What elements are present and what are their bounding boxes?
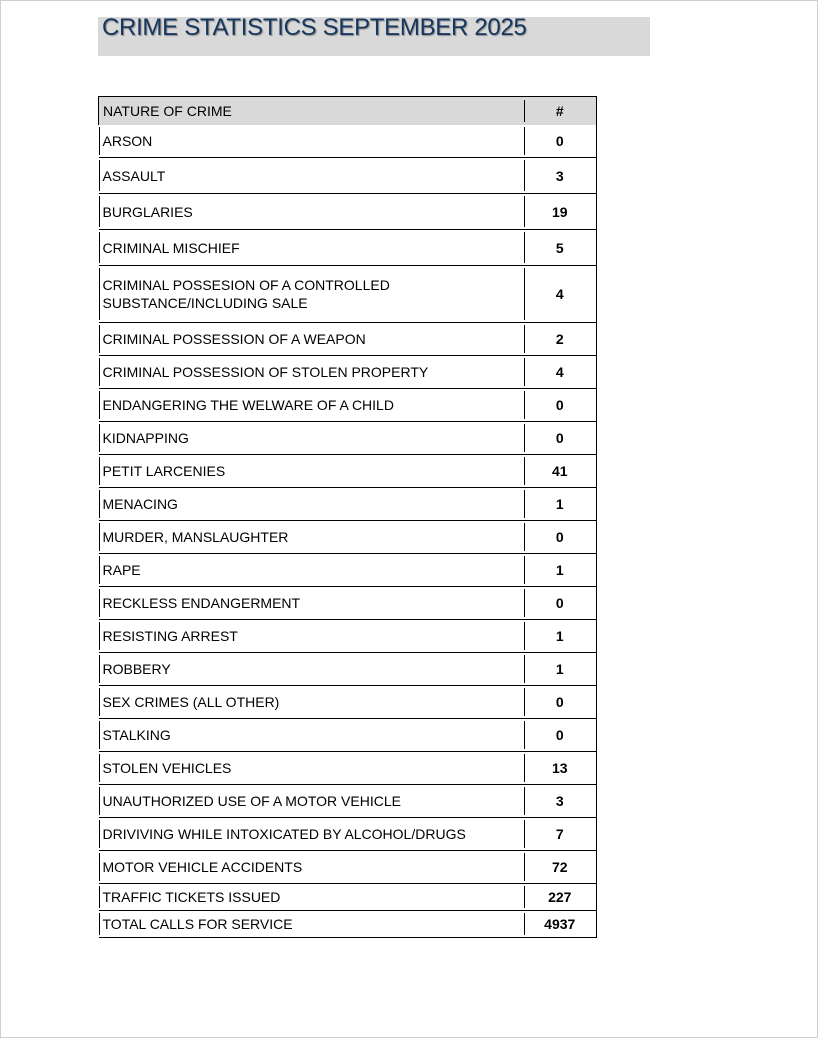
table-row [99, 911, 597, 938]
table-row [99, 587, 597, 620]
crime-count: 4 [524, 266, 597, 323]
crime-count: 3 [524, 158, 597, 194]
crime-name: RAPE [99, 554, 524, 587]
column-header-nature: NATURE OF CRIME [99, 97, 524, 125]
table-row [99, 422, 597, 455]
table-row [99, 719, 597, 752]
table-row [99, 554, 597, 587]
crime-name: MOTOR VEHICLE ACCIDENTS [99, 851, 524, 884]
crime-count: 1 [524, 620, 597, 653]
crime-count: 19 [524, 194, 597, 230]
table-row [99, 521, 597, 554]
crime-name: STOLEN VEHICLES [99, 752, 524, 785]
crime-count: 0 [524, 587, 597, 620]
crime-name: UNAUTHORIZED USE OF A MOTOR VEHICLE [99, 785, 524, 818]
crime-count: 4937 [524, 911, 597, 938]
table-row [99, 194, 597, 230]
crime-name: ROBBERY [99, 653, 524, 686]
crime-name: KIDNAPPING [99, 422, 524, 455]
crime-name: TRAFFIC TICKETS ISSUED [99, 884, 524, 911]
column-header-count: # [524, 97, 597, 125]
crime-count: 41 [524, 455, 597, 488]
crime-count: 0 [524, 719, 597, 752]
crime-name: TOTAL CALLS FOR SERVICE [99, 911, 524, 938]
table-row [99, 389, 597, 422]
title-banner [98, 14, 650, 56]
table-row [99, 323, 597, 356]
crime-name: RECKLESS ENDANGERMENT [99, 587, 524, 620]
crime-count: 1 [524, 488, 597, 521]
crime-count: 72 [524, 851, 597, 884]
crime-name: BURGLARIES [99, 194, 524, 230]
crime-name: SEX CRIMES (ALL OTHER) [99, 686, 524, 719]
crime-count: 4 [524, 356, 597, 389]
table-row [99, 785, 597, 818]
crime-count: 7 [524, 818, 597, 851]
crime-name: CRIMINAL POSSESSION OF A WEAPON [99, 323, 524, 356]
crime-name: PETIT LARCENIES [99, 455, 524, 488]
crime-name: CRIMINAL POSSESION OF A CONTROLLED SUBSTANCE/INCLUDING SALE [99, 266, 524, 323]
table-row [99, 125, 597, 158]
table-row [99, 752, 597, 785]
crime-count: 1 [524, 653, 597, 686]
crime-name: CRIMINAL POSSESSION OF STOLEN PROPERTY [99, 356, 524, 389]
crime-count: 13 [524, 752, 597, 785]
table-row [99, 356, 597, 389]
crime-name: ASSAULT [99, 158, 524, 194]
crime-name: MURDER, MANSLAUGHTER [99, 521, 524, 554]
crime-name: ENDANGERING THE WELWARE OF A CHILD [99, 389, 524, 422]
crime-count: 0 [524, 686, 597, 719]
table-row [99, 884, 597, 911]
table-row [99, 488, 597, 521]
crime-name: DRIVIVING WHILE INTOXICATED BY ALCOHOL/DRUGS [99, 818, 524, 851]
page-title: CRIME STATISTICS SEPTEMBER 2025 [102, 14, 527, 41]
table-row [99, 455, 597, 488]
table-row [99, 686, 597, 719]
crime-count: 1 [524, 554, 597, 587]
table-row [99, 851, 597, 884]
table-row [99, 266, 597, 323]
crime-name: ARSON [99, 125, 524, 158]
crime-count: 3 [524, 785, 597, 818]
crime-name: RESISTING ARREST [99, 620, 524, 653]
crime-count: 0 [524, 125, 597, 158]
crime-count: 0 [524, 521, 597, 554]
crime-count: 5 [524, 230, 597, 266]
table-row [99, 653, 597, 686]
table-row [99, 230, 597, 266]
crime-name: STALKING [99, 719, 524, 752]
table-row [99, 818, 597, 851]
table-row [99, 158, 597, 194]
crime-count: 0 [524, 389, 597, 422]
crime-name: CRIMINAL MISCHIEF [99, 230, 524, 266]
crime-count: 0 [524, 422, 597, 455]
crime-count: 2 [524, 323, 597, 356]
table-header-row [99, 97, 597, 125]
crime-count: 227 [524, 884, 597, 911]
crime-statistics-table [98, 96, 597, 938]
table-row [99, 620, 597, 653]
crime-name: MENACING [99, 488, 524, 521]
